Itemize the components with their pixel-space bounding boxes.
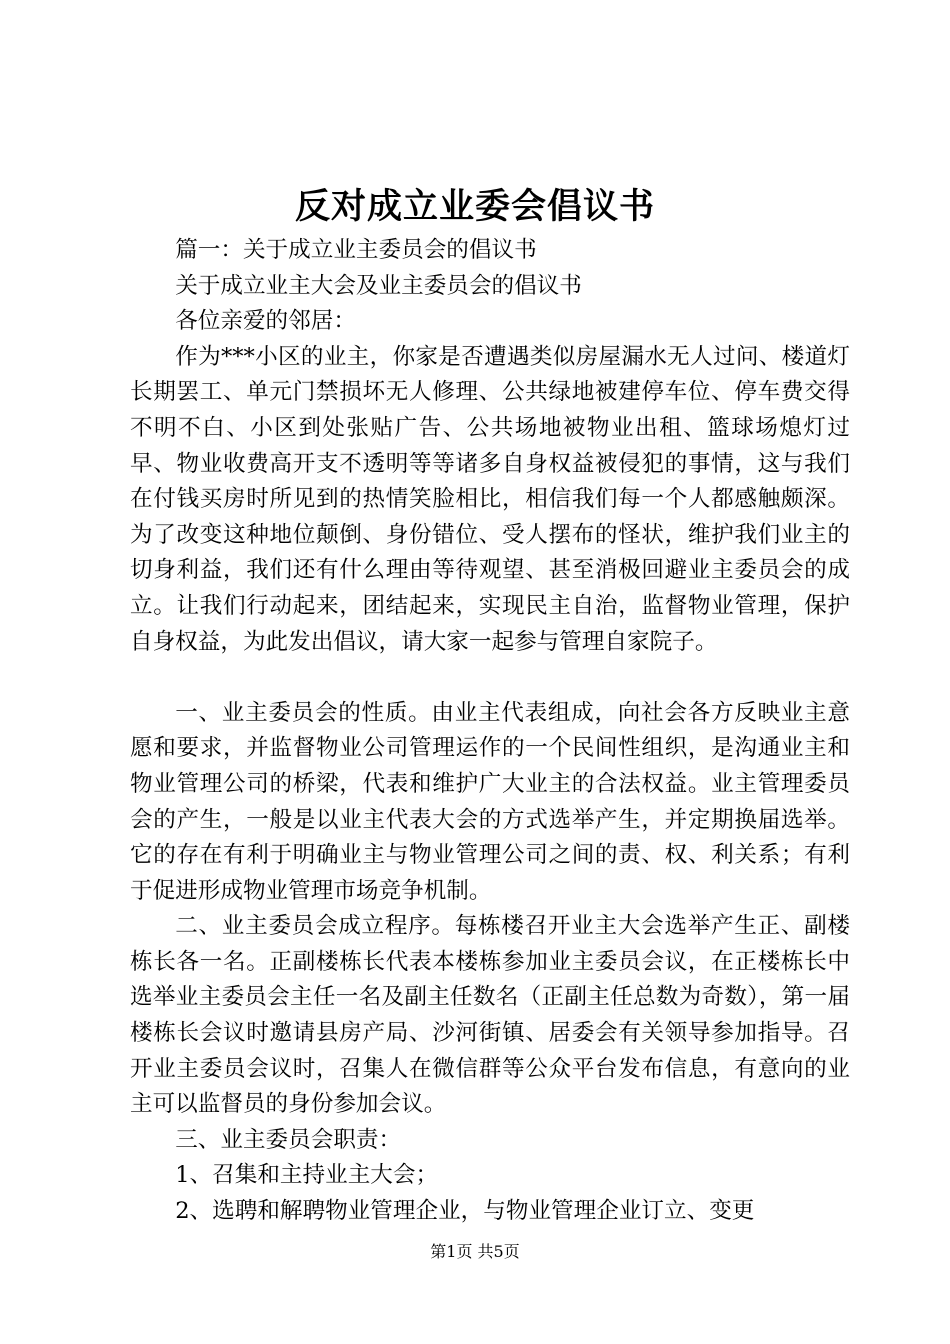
blank-line — [130, 660, 850, 696]
list-item: 1、召集和主持业主大会； — [175, 1162, 439, 1189]
paragraph-intro: 作为***小区的业主，你家是否遭遇类似房屋漏水无人过问、楼道灯长期罢工、单元门禁损坏无人修理、公共绿地被建停车位、停车费交得不明不白、小区到处张贴广告、公共场地被物业出租、篮球场熄灯过早、物业收费高开支不透明等等诸多自身权益被侵犯的事情，这与我们在付钱买房时所见到的热情笑脸相比，相信我们每一个人都感触颇深。为了改变这种地位颠倒、身份错位、受人摆布的怪状，维护我们业主的切身利益，我们还有什么理由等待观望、甚至消极回避业主委员会的成立。让我们行动起来，团结起来，实现民主自治，监督物业管理，保护自身权益，为此发出倡议，请大家一起参与管理自家院子。 — [130, 343, 850, 655]
document-title: 反对成立业委会倡议书 — [294, 186, 655, 227]
page-footer: 第1页 共5页 — [430, 1242, 520, 1261]
paragraph-duties-heading: 三、业主委员会职责： — [175, 1126, 402, 1153]
paragraph-nature: 一、业主委员会的性质。由业主代表组成，向社会各方反映业主意愿和要求，并监督物业公司管理运作的一个民间性组织，是沟通业主和物业管理公司的桥梁，代表和维护广大业主的合法权益。业主管理委员会的产生，一般是以业主代表大会的方式选举产生，并定期换届选举。它的存在有利于明确业主与物业管理公司之间的责、权、利关系；有利于促进形成物业管理市场竞争机制。 — [130, 699, 850, 904]
paragraph-procedure: 二、业主委员会成立程序。每栋楼召开业主大会选举产生正、副楼栋长各一名。正副楼栋长代表本楼栋参加业主委员会议，在正楼栋长中选举业主委员会主任一名及副主任数名（正副主任总数为奇数），第一届楼栋长会议时邀请县房产局、沙河街镇、居委会有关领导参加指导。召开业主委员会议时，召集人在微信群等公众平台发布信息，有意向的业主可以监督员的身份参加会议。 — [130, 913, 850, 1118]
subtitle: 关于成立业主大会及业主委员会的倡议书 — [175, 272, 582, 299]
salutation: 各位亲爱的邻居： — [175, 308, 356, 335]
list-item: 2、选聘和解聘物业管理企业，与物业管理企业订立、变更 — [175, 1198, 755, 1225]
section-heading: 篇一：关于成立业主委员会的倡议书 — [175, 237, 537, 263]
document-body — [130, 233, 850, 1230]
